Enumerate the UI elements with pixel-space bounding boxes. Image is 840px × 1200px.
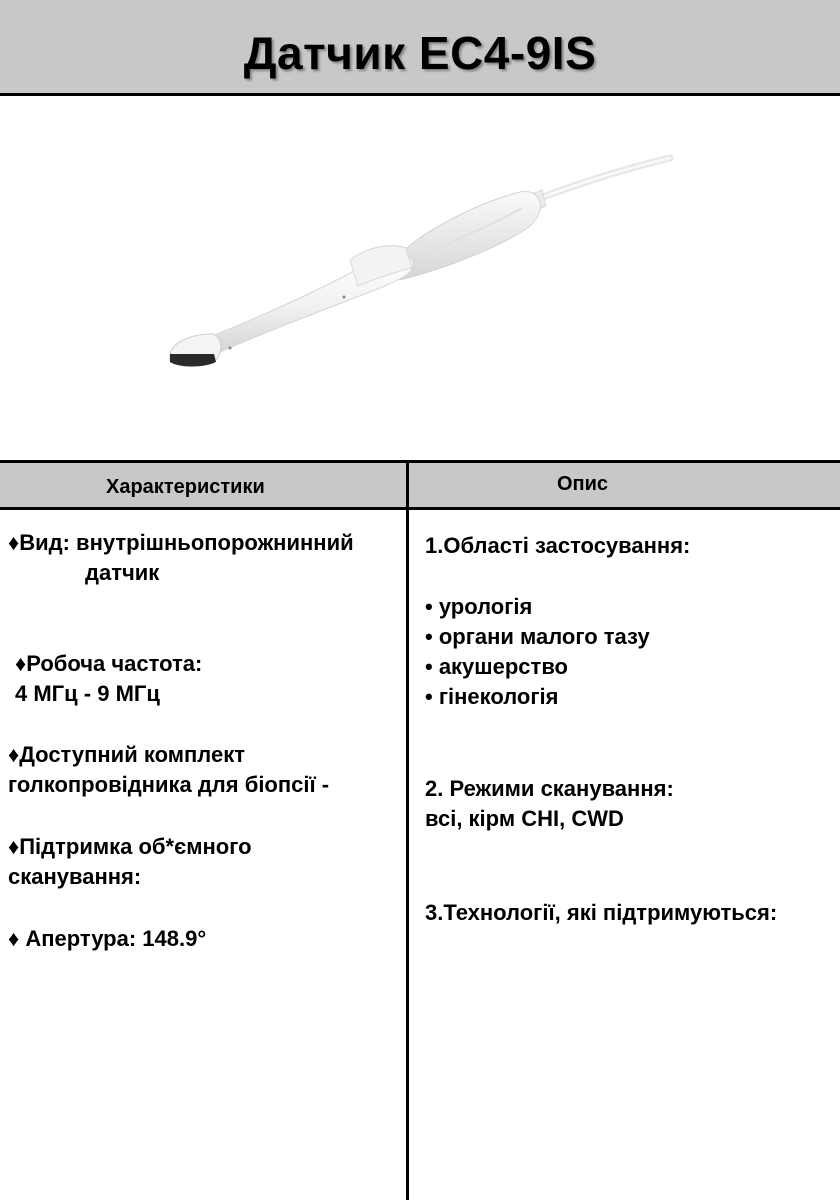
list-item: • акушерство [425,654,568,679]
technologies-heading: 3.Технології, які підтримуються: [425,900,778,925]
type-line-1: ♦Вид: внутрішньопорожнинний [8,530,354,555]
volume-line-2: сканування: [8,864,142,889]
list-item: • гінекологія [425,684,559,709]
frequency-label: ♦Робоча частота: [15,651,203,676]
volume-line-1: ♦Підтримка об*ємного [8,834,252,859]
ultrasound-probe-icon [150,140,690,380]
biopsy-line-1: ♦Доступний комплект [8,742,245,767]
list-item: • органи малого тазу [425,624,650,649]
page-title: Датчик EC4-9IS [243,27,597,79]
list-item: • урологія [425,594,533,619]
areas-heading: 1.Області застосування: [425,533,691,558]
modes-heading: 2. Режими сканування: [425,776,674,801]
column-header-description: Опис [557,473,609,495]
column-header-characteristics: Характеристики [106,476,265,498]
aperture: ♦ Апертура: 148.9° [8,926,207,951]
type-line-2: датчик [85,560,160,585]
column-divider [406,460,409,1200]
biopsy-line-2: голкопровідника для біопсії - [8,772,330,797]
modes-value: всі, кірм CHI, CWD [425,806,624,831]
frequency-value: 4 МГц - 9 МГц [15,681,160,706]
